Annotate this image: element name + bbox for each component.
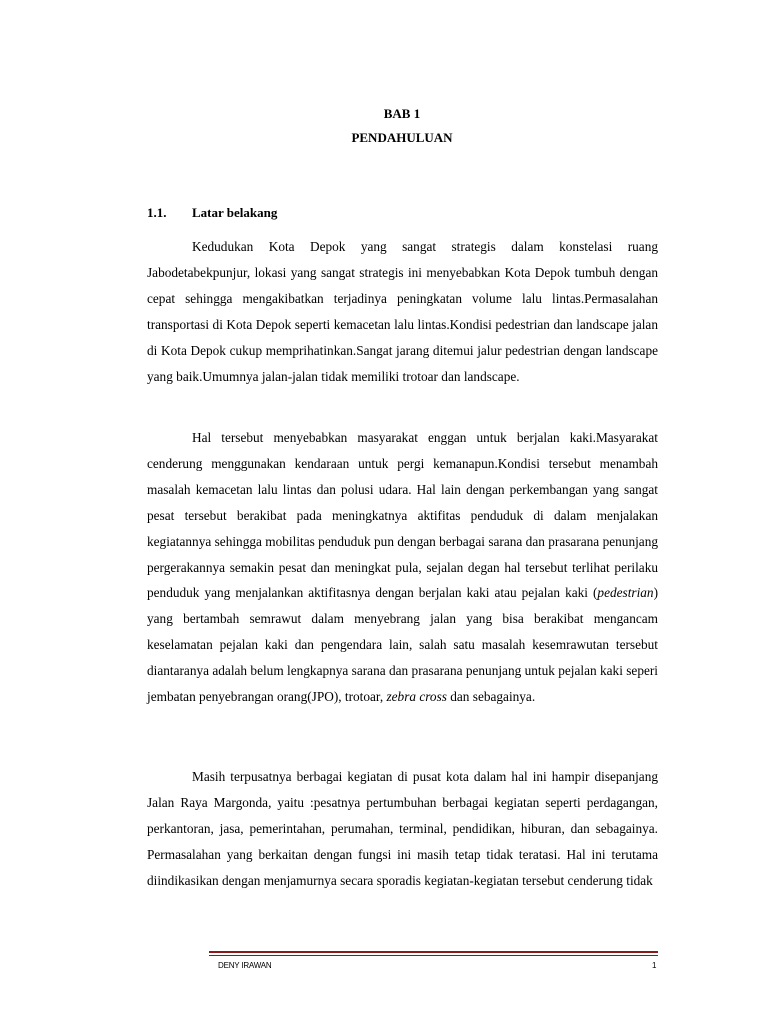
pedestrian-term: pedestrian <box>597 585 654 601</box>
footer-rule-thin <box>209 955 658 956</box>
paragraph-3-text: Masih terpusatnya berbagai kegiatan di pusat kota dalam hal ini hampir disepanjang Jalan Raya Margonda, yaitu :pesatnya pertumbuhan berbagai kegiatan seperti perdagangan, perkantoran, jasa, pemerintahan, perumahan, terminal, pendidikan, hiburan, dan sebagainya. Permasalahan yang berkaitan dengan fungsi ini masih tetap tidak teratasi. Hal ini terutama diindikasikan dengan menjamurnya secara sporadis kegiatan-kegiatan tersebut cenderung tidak <box>147 769 658 888</box>
section-heading <box>147 205 277 221</box>
section-number: 1.1. <box>147 205 167 220</box>
paragraph-2-part3: dan sebagainya. <box>446 689 536 705</box>
paragraph-3 <box>147 764 658 894</box>
paragraph-1 <box>147 234 658 389</box>
zebra-cross-term: zebra cross <box>386 689 447 705</box>
paragraph-1-text: Kedudukan Kota Depok yang sangat strategis dalam konstelasi ruang Jabodetabekpunjur, lokasi yang sangat strategis ini menyebabkan Kota Depok tumbuh dengan cepat sehingga mengakibatkan terjadinya peningkatan volume lalu lintas.Permasalahan transportasi di Kota Depok seperti kemacetan lalu lintas.Kondisi pedestrian dan landscape jalan di Kota Depok cukup memprihatinkan.Sangat jarang ditemui jalur pedestrian dengan landscape yang baik.Umumnya jalan-jalan tidak memiliki trotoar dan landscape. <box>147 239 658 384</box>
section-title: Latar belakang <box>192 205 278 220</box>
page-number: 1 <box>652 961 657 970</box>
paragraph-2-part1: Hal tersebut menyebabkan masyarakat enggan untuk berjalan kaki.Masyarakat cenderung menggunakan kendaraan untuk pergi kemanapun.Kondisi tersebut menambah masalah kemacetan lalu lintas dan polusi udara. Hal lain dengan perkembangan yang sangat pesat tersebut berakibat pada meningkatnya aktifitas penduduk di dalam menjalakan kegiatannya sehingga mobilitas penduduk pun dengan berbagai sarana dan prasarana penunjang pergerakannya semakin pesat dan meningkat pula, sejalan degan hal tersebut terlihat perilaku penduduk yang menjalankan aktifitasnya dengan berjalan kaki atau pejalan kaki ( <box>147 430 658 601</box>
chapter-title: PENDAHULUAN <box>351 130 453 145</box>
paragraph-2 <box>147 425 658 710</box>
paragraph-2-part2: ) yang bertambah semrawut dalam menyebrang jalan yang bisa berakibat mengancam keselamatan pejalan kaki dan pengendara lain, salah satu masalah kesemrawutan tersebut diantaranya adalah belum lengkapnya sarana dan prasarana penunjang untuk pejalan kaki seperi jembatan penyebrangan orang(JPO), trotoar, <box>147 585 658 705</box>
footer-rule-thick <box>209 951 658 953</box>
footer-author: DENY IRAWAN <box>218 961 272 970</box>
chapter-number: BAB 1 <box>383 106 421 121</box>
